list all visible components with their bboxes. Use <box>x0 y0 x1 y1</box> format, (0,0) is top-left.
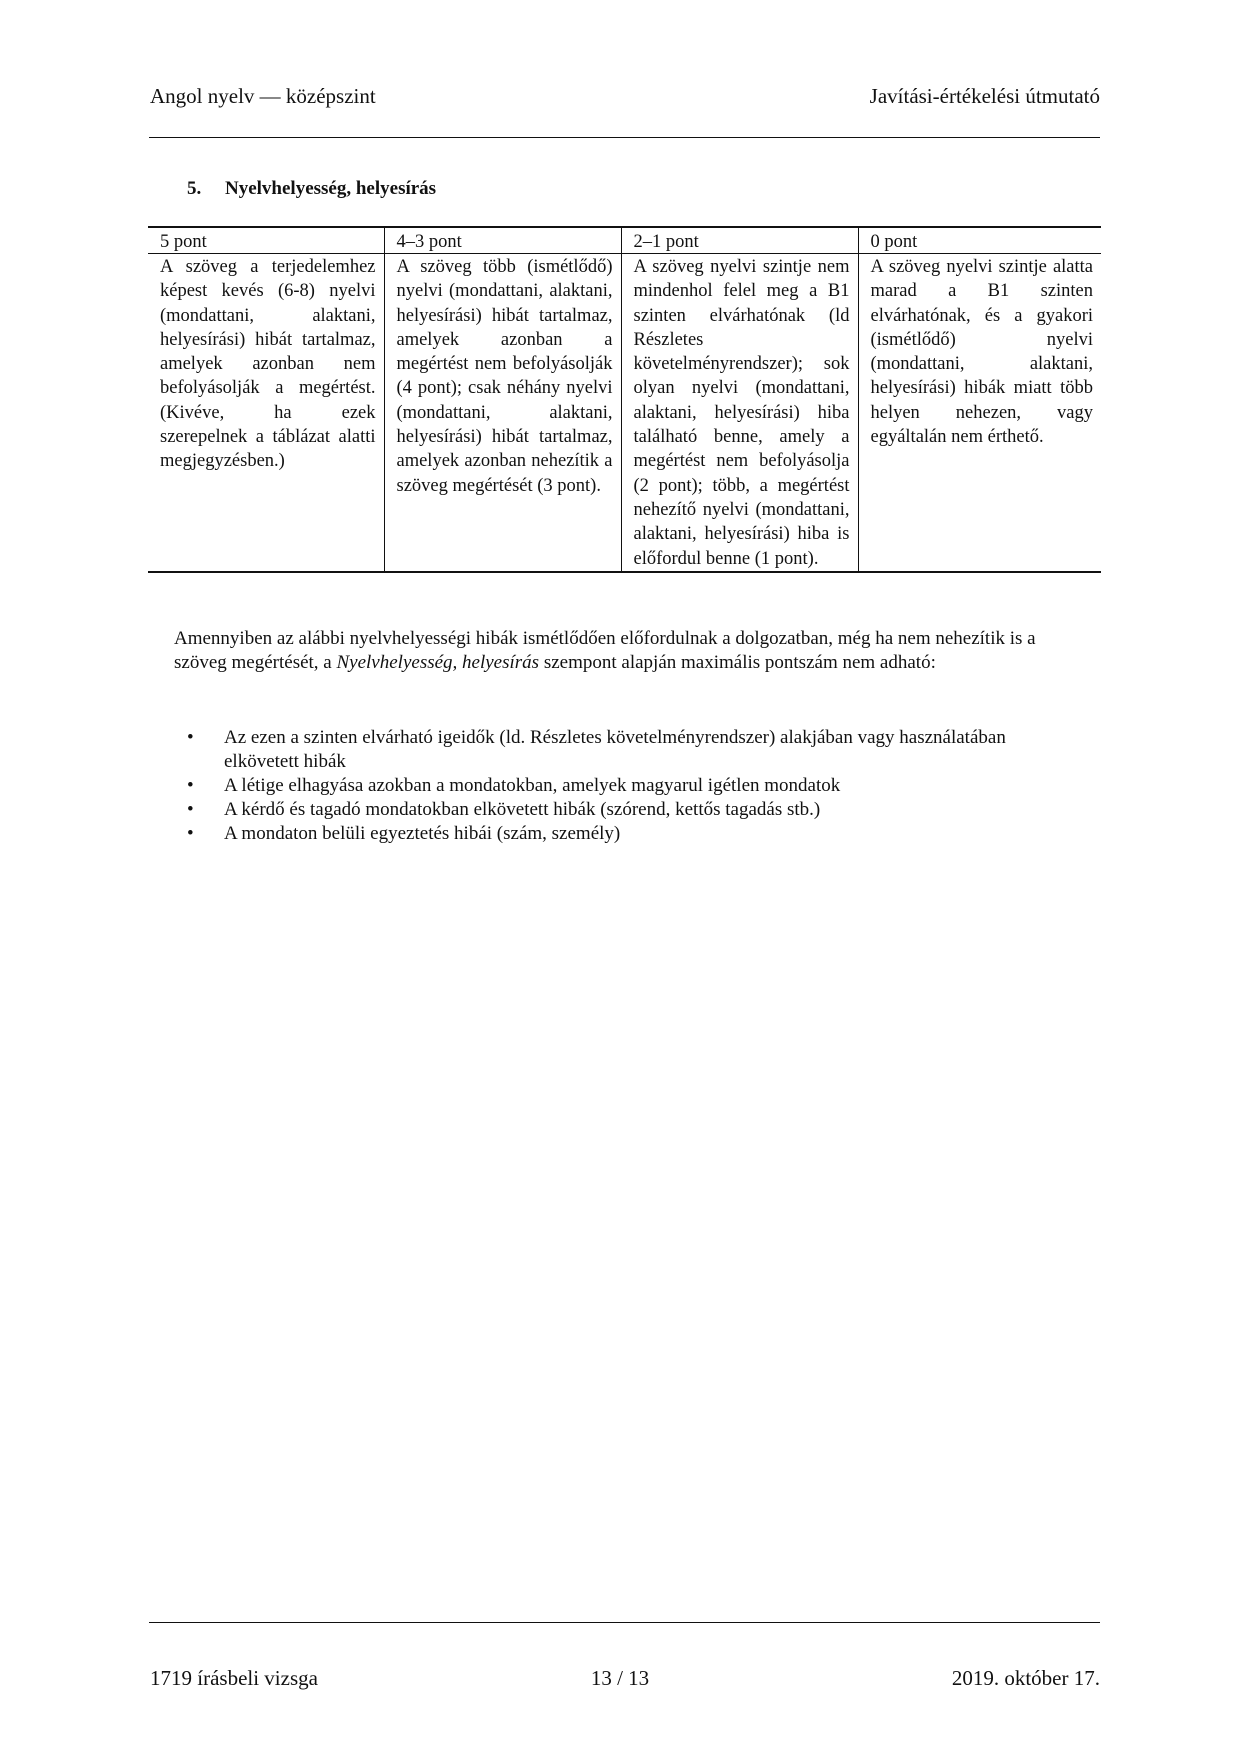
list-item <box>174 798 1074 822</box>
bullet-icon: • <box>187 727 194 748</box>
header-4-3-pont: 4–3 pont <box>384 227 621 254</box>
section-title: Nyelvhelyesség, helyesírás <box>225 178 437 199</box>
list-item-text: A létige elhagyása azokban a mondatokban, amelyek magyarul igétlen mondatok <box>224 775 841 796</box>
criteria-5-pont: A szöveg a terjedelemhez képest kevés (6-8) nyelvi (mondattani, alaktani, helyesírási) hibát tartalmaz, amelyek azonban nem befolyásolják a megértést. (Kivéve, ha ezek szerepelnek a táblázat alatti megjegyzésben.) <box>148 254 384 572</box>
footer-page-number: 13 / 13 <box>590 1666 650 1690</box>
section-heading <box>187 178 436 200</box>
list-item <box>174 726 1074 774</box>
note-text-after: szempont alapján maximális pontszám nem adható: <box>539 652 936 673</box>
criteria-0-pont: A szöveg nyelvi szintje alatta marad a B1 szinten elvárhatónak, és a gyakori (ismétlődő) nyelvi (mondattani, alaktani, helyesírási) hibák miatt több helyen nehezen, vagy egyáltalán nem érthető. <box>858 254 1101 572</box>
header-5-pont: 5 pont <box>148 227 384 254</box>
criteria-4-3-pont: A szöveg több (ismétlődő) nyelvi (mondattani, alaktani, helyesírási) hibát tartalmaz, amelyek azonban a megértést nem befolyásolják (4 pont); csak néhány nyelvi (mondattani, alaktani, helyesírási) hibát tartalmaz, amelyek azonban nehezítik a szöveg megértését (3 pont). <box>384 254 621 572</box>
list-item <box>174 774 1074 798</box>
note-paragraph <box>174 627 1074 675</box>
header-rule <box>149 137 1100 138</box>
criteria-2-1-pont: A szöveg nyelvi szintje nem mindenhol felel meg a B1 szinten elvárhatónak (ld Részletes követelményrendszer); sok olyan nyelvi (mondattani, alaktani, helyesírási) hiba található benne, amely a megértést nem befolyásolja (2 pont); több, a megértést nehezítő nyelvi (mondattani, alaktani, helyesírási) hiba is előfordul benne (1 pont). <box>621 254 858 572</box>
page-header-left: Angol nyelv — középszint <box>150 84 376 108</box>
header-2-1-pont: 2–1 pont <box>621 227 858 254</box>
page-header-right: Javítási-értékelési útmutató <box>869 84 1100 108</box>
list-item-text: A mondaton belüli egyeztetés hibái (szám, személy) <box>224 823 621 844</box>
bullet-icon: • <box>187 799 194 820</box>
note-text-before: Amennyiben az alábbi nyelvhelyességi hibák ismétlődően előfordulnak a dolgozatban, még ha nem nehezítik is a szöveg megértését, a <box>174 628 1036 673</box>
table-row <box>148 254 1101 572</box>
bullet-icon: • <box>187 775 194 796</box>
footer-rule <box>149 1622 1100 1623</box>
scoring-rubric-table <box>148 226 1101 573</box>
bullet-icon: • <box>187 823 194 844</box>
note-italic-term: Nyelvhelyesség, helyesírás <box>336 652 540 673</box>
error-list <box>174 726 1074 846</box>
footer-exam-code: 1719 írásbeli vizsga <box>150 1666 318 1690</box>
list-item-text: Az ezen a szinten elvárható igeidők (ld. Részletes követelményrendszer) alakjában vagy használatában elkövetett hibák <box>224 727 1006 772</box>
footer-date: 2019. október 17. <box>951 1666 1100 1690</box>
list-item <box>174 822 1074 846</box>
section-number: 5. <box>187 178 202 199</box>
header-0-pont: 0 pont <box>858 227 1101 254</box>
table-header-row <box>148 227 1101 254</box>
list-item-text: A kérdő és tagadó mondatokban elkövetett hibák (szórend, kettős tagadás stb.) <box>224 799 821 820</box>
